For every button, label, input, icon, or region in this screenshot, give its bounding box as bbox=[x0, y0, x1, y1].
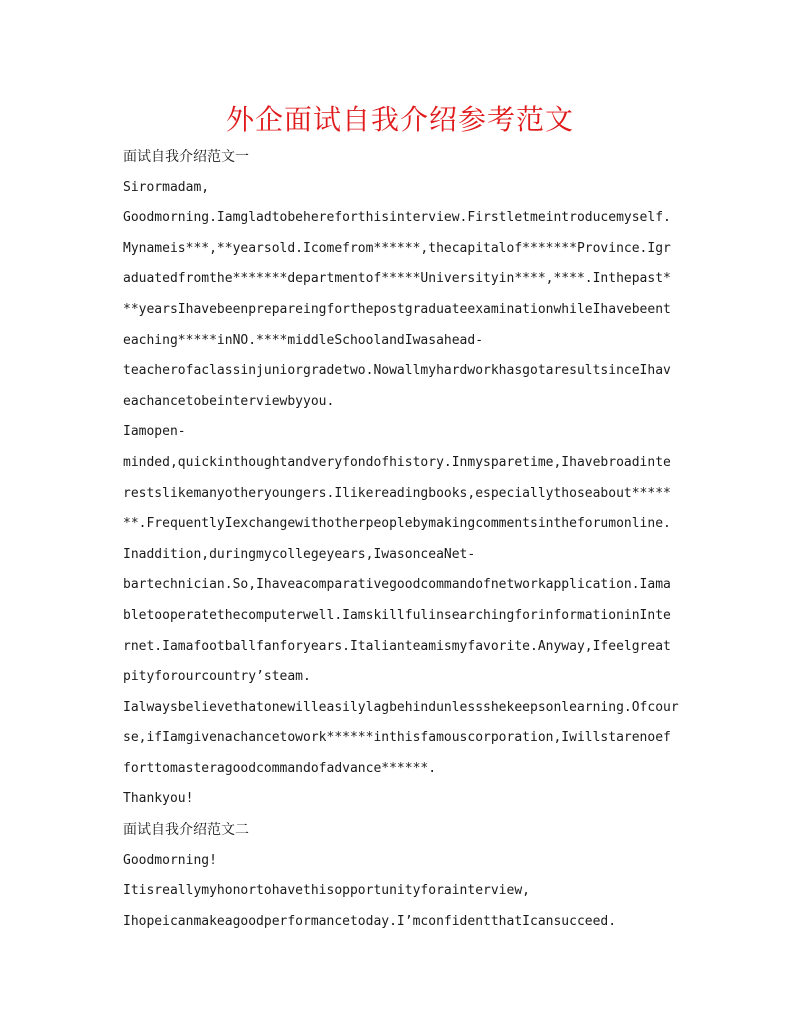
document-body bbox=[123, 142, 683, 937]
text-line: bletooperatethecomputerwell.IamskillfulinsearchingforinformationinInte bbox=[123, 607, 671, 623]
text-line: pityforourcountry’steam. bbox=[123, 669, 311, 685]
text-line: se,ifIamgivenachancetowork******inthisfamouscorporation,Iwillstarenoef bbox=[123, 730, 671, 746]
text-line: eaching*****inNO.****middleSchoolandIwasahead- bbox=[123, 332, 484, 348]
text-line: Ihopeicanmakeagoodperformancetoday.I’mconfidentthatIcansucceed. bbox=[123, 913, 617, 929]
document-title: 外企面试自我介绍参考范文 bbox=[225, 103, 574, 136]
text-line: **.FrequentlyIexchangewithotherpeoplebymakingcommentsintheforumonline. bbox=[123, 516, 671, 532]
text-line: Goodmorning.Iamgladtobehereforthisinterview.Firstletmeintroducemyself. bbox=[123, 210, 671, 226]
text-line: teacherofaclassinjuniorgradetwo.NowallmyhardworkhasgotaresultsinceIhav bbox=[123, 363, 671, 379]
text-line: Goodmorning! bbox=[123, 852, 217, 868]
text-line: **yearsIhavebeenprepareingforthepostgraduateexaminationwhileIhavebeent bbox=[123, 301, 671, 317]
text-line: rnet.Iamafootballfanforyears.Italianteamismyfavorite.Anyway,Ifeelgreat bbox=[123, 638, 671, 654]
text-line: Mynameis***,**yearsold.Icomefrom******,thecapitalof*******Province.Igr bbox=[123, 240, 671, 256]
section-heading: 面试自我介绍范文二 bbox=[123, 822, 249, 839]
text-line: restslikemanyotheryoungers.Ilikereadingbooks,especiallythoseabout***** bbox=[123, 485, 671, 501]
text-line: Inaddition,duringmycollegeyears,IwasonceaNet- bbox=[123, 546, 476, 562]
text-line: Ialwaysbelievethatonewilleasilylagbehindunlessshekeepsonlearning.Ofcour bbox=[123, 699, 679, 715]
text-line: Thankyou! bbox=[123, 791, 194, 807]
text-line: eachancetobeinterviewbyyou. bbox=[123, 393, 335, 409]
text-line: Sirormadam, bbox=[123, 179, 210, 195]
text-line: aduatedfromthe*******departmentof*****Universityin****,****.Inthepast* bbox=[123, 271, 671, 287]
text-line: Iamopen- bbox=[123, 424, 186, 440]
text-line: Itisreallymyhonortohavethisopportunityforainterview, bbox=[123, 883, 530, 899]
text-line: bartechnician.So,Ihaveacomparativegoodcommandofnetworkapplication.Iama bbox=[123, 577, 671, 593]
section-heading: 面试自我介绍范文一 bbox=[123, 149, 249, 165]
text-line: minded,quickinthoughtandveryfondofhistory.Inmysparetime,Ihavebroadinte bbox=[123, 454, 671, 470]
text-line: forttomasteragoodcommandofadvance******. bbox=[123, 760, 437, 776]
